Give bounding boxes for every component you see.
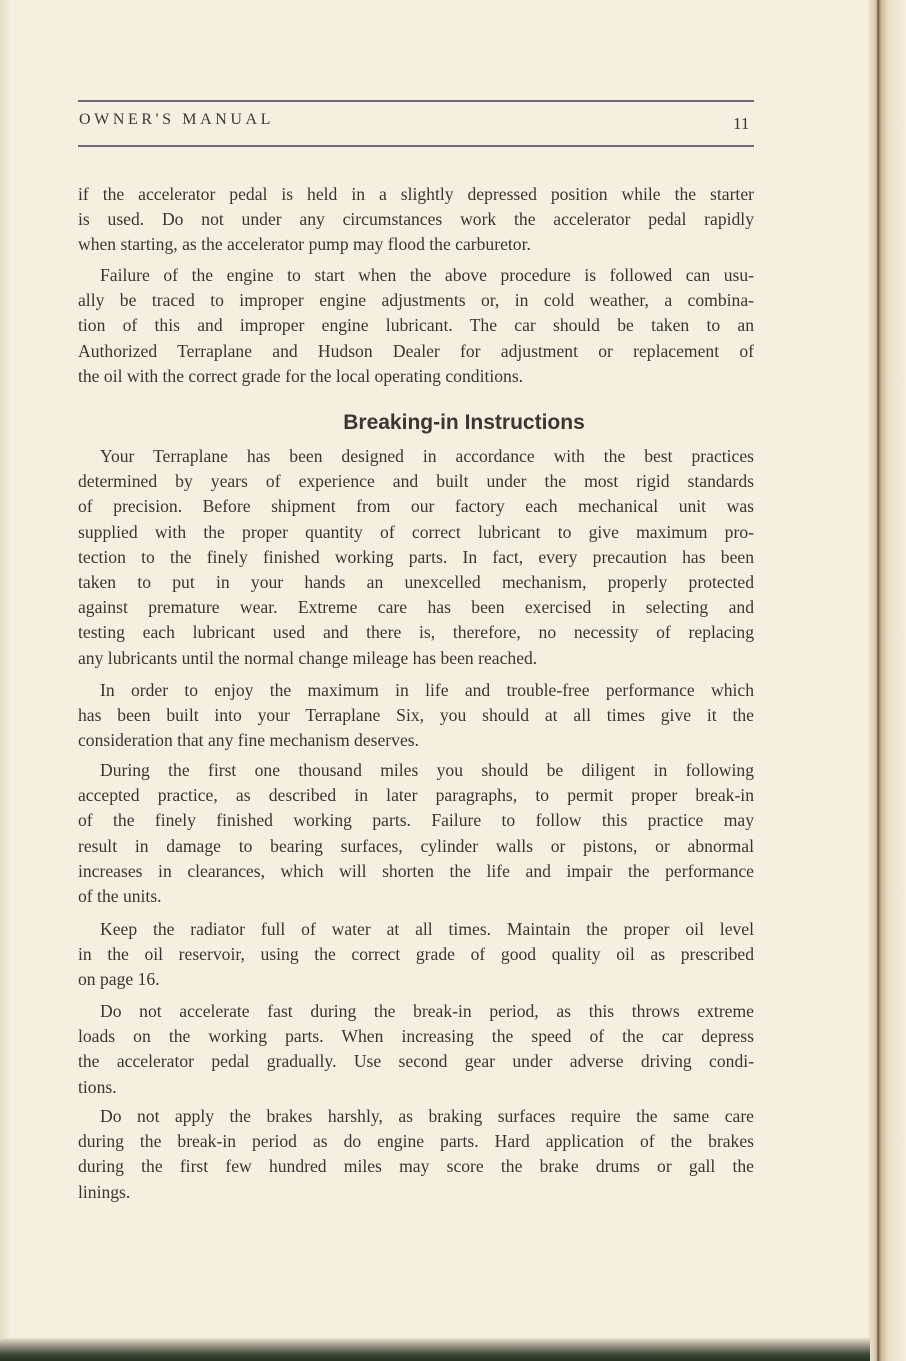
- text-line: tions.: [78, 1076, 117, 1097]
- text-line: Failure of the engine to start when the above procedure is followed can usu-: [100, 265, 754, 285]
- text-line: the oil with the correct grade for the local operating conditions.: [78, 365, 524, 386]
- running-title: OWNER'S MANUAL: [79, 111, 275, 128]
- text-line: Keep the radiator full of water at all times. Maintain the proper oil level: [100, 919, 754, 939]
- text-line: tection to the finely finished working parts. In fact, every precaution has been: [78, 546, 754, 567]
- text-line: Authorized Terraplane and Hudson Dealer for adjustment or replacement of: [78, 340, 754, 361]
- paragraph: [78, 917, 754, 993]
- text-line: In order to enjoy the maximum in life and trouble-free performance which: [100, 680, 754, 700]
- text-line: of the units.: [78, 885, 162, 906]
- text-line: Do not apply the brakes harshly, as braking surfaces require the same care: [100, 1106, 754, 1126]
- text-line: During the first one thousand miles you should be diligent in following: [100, 760, 754, 780]
- text-line: of the finely finished working parts. Failure to follow this practice may: [78, 810, 754, 831]
- section-heading: Breaking-in Instructions: [343, 411, 585, 434]
- text-line: determined by years of experience and built under the most rigid standards: [78, 471, 754, 492]
- binding-edge: [868, 0, 906, 1361]
- text-line: the accelerator pedal gradually. Use second gear under adverse driving condi-: [78, 1051, 754, 1072]
- text-line: result in damage to bearing surfaces, cylinder walls or pistons, or abnormal: [78, 835, 754, 856]
- text-line: Your Terraplane has been designed in accordance with the best practices: [100, 446, 754, 466]
- page-edge-bottom: [0, 1338, 870, 1361]
- text-line: ally be traced to improper engine adjustments or, in cold weather, a combina-: [78, 290, 754, 311]
- text-line: accepted practice, as described in later paragraphs, to permit proper break-in: [78, 785, 754, 806]
- text-line: if the accelerator pedal is held in a slightly depressed position while the starter: [78, 184, 754, 204]
- text-line: consideration that any fine mechanism deserves.: [78, 730, 420, 751]
- text-line: during the break-in period as do engine parts. Hard application of the brakes: [78, 1131, 754, 1152]
- page-edge-left: [0, 0, 10, 1361]
- paragraph: [78, 444, 754, 671]
- text-line: in the oil reservoir, using the correct grade of good quality oil as prescribed: [78, 944, 754, 965]
- text-line: taken to put in your hands an unexcelled mechanism, properly protected: [78, 571, 754, 592]
- text-line: has been built into your Terraplane Six, you should at all times give it the: [78, 705, 754, 726]
- page-number: 11: [733, 114, 750, 133]
- text-line: of precision. Before shipment from our factory each mechanical unit was: [78, 496, 754, 517]
- text-line: is used. Do not under any circumstances work the accelerator pedal rapidly: [78, 209, 754, 230]
- header-rule-top: [78, 100, 754, 102]
- text-line: tion of this and improper engine lubricant. The car should be taken to an: [78, 315, 754, 336]
- paragraph: [78, 678, 754, 754]
- paragraph: [78, 182, 754, 258]
- paragraph: [78, 263, 754, 389]
- text-line: linings.: [78, 1181, 131, 1202]
- text-line: any lubricants until the normal change mileage has been reached.: [78, 647, 538, 668]
- text-line: supplied with the proper quantity of correct lubricant to give maximum pro-: [78, 521, 754, 542]
- text-line: against premature wear. Extreme care has been exercised in selecting and: [78, 597, 754, 618]
- text-line: when starting, as the accelerator pump may flood the carburetor.: [78, 234, 531, 255]
- text-line: testing each lubricant used and there is, therefore, no necessity of replacing: [78, 622, 754, 643]
- paragraph: [78, 999, 754, 1100]
- text-line: during the first few hundred miles may score the brake drums or gall the: [78, 1156, 754, 1177]
- paragraph: [78, 1104, 754, 1205]
- text-line: on page 16.: [78, 969, 160, 990]
- text-line: Do not accelerate fast during the break-in period, as this throws extreme: [100, 1001, 754, 1021]
- text-line: loads on the working parts. When increasing the speed of the car depress: [78, 1026, 754, 1047]
- paragraph: [78, 758, 754, 909]
- text-line: increases in clearances, which will shorten the life and impair the performance: [78, 860, 754, 881]
- header-rule-bottom: [78, 145, 754, 147]
